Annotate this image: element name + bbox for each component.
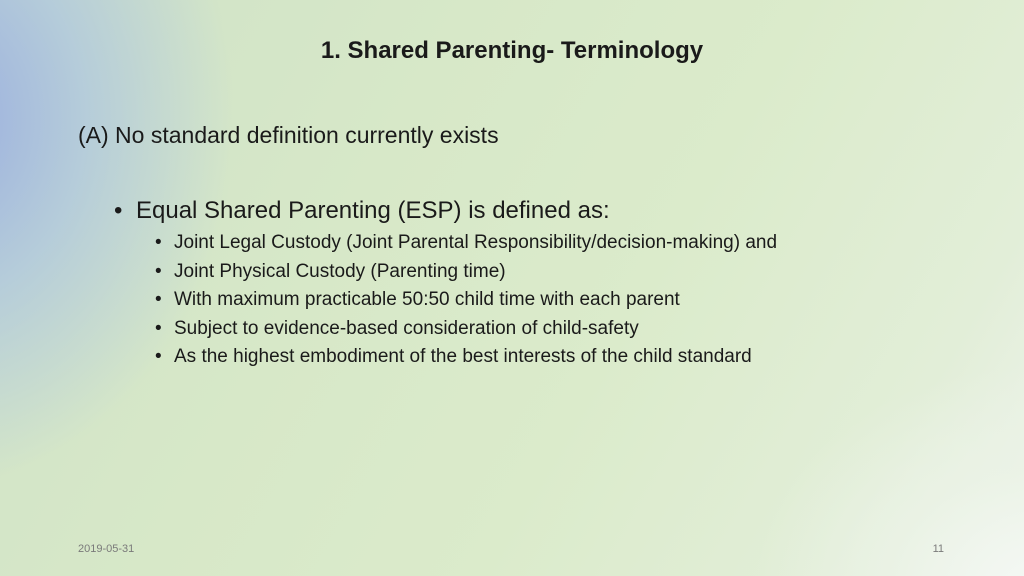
list-item-text: As the highest embodiment of the best interests of the child standard — [174, 346, 752, 367]
list-item-text: With maximum practicable 50:50 child time with each parent — [174, 289, 680, 310]
list-item — [155, 229, 777, 258]
bullet-icon: • — [155, 289, 162, 310]
bullet-icon: • — [155, 346, 162, 367]
subheading: (A) No standard definition currently exists — [78, 122, 499, 148]
bullet-icon: • — [114, 197, 123, 224]
list-item — [155, 315, 777, 344]
list-item — [155, 343, 777, 372]
list-item-text: Joint Legal Custody (Joint Parental Responsibility/decision-making) and — [174, 232, 778, 253]
main-bullet — [114, 196, 610, 226]
bullet-icon: • — [155, 232, 162, 253]
bullet-icon: • — [155, 260, 162, 282]
list-item-text: Subject to evidence-based consideration of child-safety — [174, 317, 639, 339]
list-item — [155, 286, 777, 315]
slide-title: 1. Shared Parenting- Terminology — [320, 37, 704, 64]
main-bullet-text: Equal Shared Parenting (ESP) is defined as: — [136, 197, 610, 224]
footer-date: 2019-05-31 — [78, 543, 135, 555]
page-number: 11 — [932, 543, 944, 555]
sub-bullet-list — [155, 229, 777, 372]
bullet-icon: • — [155, 317, 162, 339]
list-item — [155, 258, 777, 287]
list-item-text: Joint Physical Custody (Parenting time) — [174, 260, 506, 282]
